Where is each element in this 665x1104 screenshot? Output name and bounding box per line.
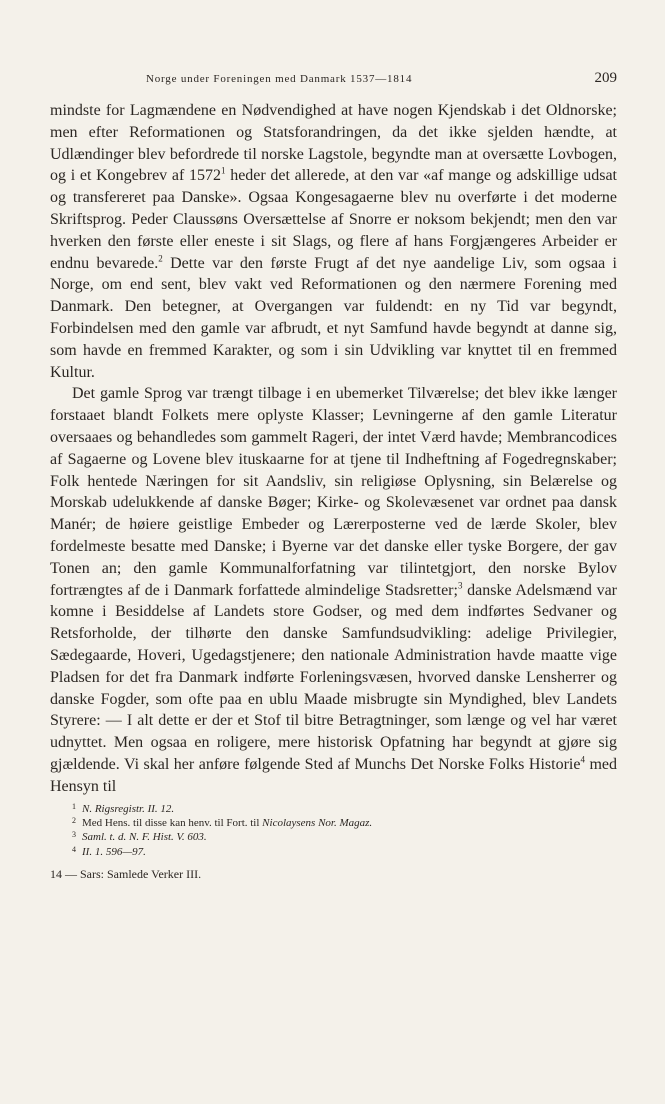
paragraph-1-text-b: heder det allerede, at den var «af mange og adskillige udsat og transfereret paa Danske». Ogsaa Kongesagaerne blev nu overførte i det moderne Skriftsprog. Peder Claussøns Oversættelse af Snorre er noksom bekjendt; men den var hverken den første eller eneste i sit Slags, og flere af hans Forgjængeres Arbeider er endnu bevarede. (50, 167, 618, 272)
running-title: Norge under Foreningen med Danmark 1537—1814 (146, 73, 413, 85)
footnote-4 (50, 845, 617, 859)
paragraph-1 (50, 100, 617, 383)
footnote-1 (50, 802, 617, 816)
book-page (50, 70, 617, 882)
footnote-text (74, 817, 372, 829)
running-head (50, 70, 617, 100)
paragraph-2 (50, 383, 617, 797)
footnote-ref-2: 2 (158, 253, 163, 264)
footnote-text: Saml. t. d. N. F. Hist. V. 603. (82, 831, 207, 844)
body-text (50, 100, 617, 798)
footnote-ref-4: 4 (580, 754, 585, 765)
footnote-ref-3: 3 (457, 580, 463, 591)
paragraph-1-text-a: mindste for Lagmændene en Nødvendighed at have nogen Kjendskab i det Oldnorske; men efter Reformationen og Statsforandringen, da det ikke sjelden hændte, at Udlændinger blev befordrede til norske Lagstole, begyndte man at oversætte Lovbogen, og i et Kongebrev af 1572 (50, 102, 617, 185)
footnote-text: N. Rigsregistr. II. 12. (82, 802, 175, 815)
footnotes (50, 802, 617, 860)
footnote-text: II. 1. 596—97. (82, 845, 146, 858)
footnote-text-plain: Med Hens. til disse kan henv. til Fort. til (82, 816, 263, 829)
paragraph-1-text-c: Dette var den første Frugt af det nye aandelige Liv, som ogsaa i Norge, om end sent, blev vakt ved Reformationen og den nærmere Forening med Danmark. Den betegner, at Overgangen var fuldendt: en ny Tid var begyndt, Forbindelsen med den gamle var afbrudt, et nyt Samfund havde begyndt at danne sig, som havde en fremmed Karakter, og som i sin Udvikling var knyttet til en fremmed Kultur. (50, 254, 617, 381)
footnote-text-italic: Nicolaysens Nor. Magaz. (262, 816, 373, 829)
footnote-mark: 4 (72, 844, 76, 854)
footnote-2 (50, 816, 617, 830)
paragraph-2-text-b: danske Adelsmænd var komne i Besiddelse af Landets store Godser, og med dem indførtes Sedvaner og Retsforholde, der tilhørte den danske Samfundsudvikling: adelige Privilegier, Sædegaarde, Hoveri, Ugedagstjenere; den nationale Administration havde maatte vige Pladsen for det fra Danmark indførte Forleningsvæsen, hvorved danske Lensherrer og danske Fogder, som ofte paa en ublu Maade misbrugte sin Myndighed, blev Landets Styrere: — I alt dette er der et Stof til bitre Betragtninger, som længe og vel har været udnyttet. Men ogsaa en roligere, mere historisk Opfatning har begyndt at gjøre sig gjældende. Vi skal her anføre følgende Sted af Munchs Det Norske Folks Historie (50, 581, 617, 773)
footnote-mark: 1 (72, 801, 76, 811)
footnote-ref-1: 1 (221, 166, 226, 177)
footnote-mark: 2 (72, 815, 76, 825)
page-number: 209 (594, 70, 617, 86)
footnote-3 (50, 830, 617, 844)
footnote-mark: 3 (72, 830, 76, 840)
printer-signature: 14 — Sars: Samlede Verker III. (50, 867, 202, 882)
paragraph-2-text-a: Det gamle Sprog var trængt tilbage i en ubemerket Tilværelse; det blev ikke længer forstaaet blandt Folkets mere oplyste Klasser; Levningerne af den gamle Literatur oversaaes og behandledes som gammelt Rageri, der intet Værd havde; Membrancodices af Sagaerne og Lovene blev ituskaarne for at tjene til Indheftning af Fogedregnskaber; Folk hentede Næringen for sit Aandsliv, sin religiøse Oplysning, sin Belærelse og Morskab udelukkende af danske Bøger; Kirke- og Skolevæsenet var ordnet paa dansk Manér; de høiere geistlige Embeder og Lærerposterne ved de lærde Skoler, blev fordelmeste besatte med Danske; i Byerne var det danske eller tyske Borgere, der gav Tonen an; den gamle Kommunalforfatning var tilintetgjort, den norske Bylov fortrængtes af de i Danmark forfattede almindelige Stadsretter; (50, 385, 617, 599)
paragraph-2-text-c: med Hensyn til (50, 755, 618, 795)
